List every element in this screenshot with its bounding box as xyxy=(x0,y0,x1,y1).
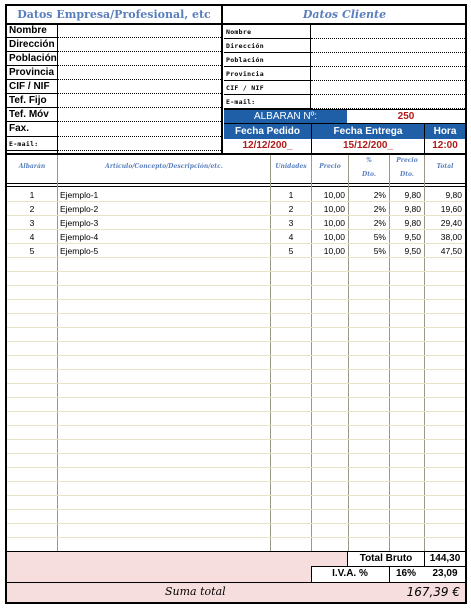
fecha-entrega-header: Fecha Entrega xyxy=(312,124,424,139)
cell-albaran[interactable]: 4 xyxy=(29,232,35,242)
cell-total[interactable]: 38,00 xyxy=(440,232,462,242)
suma-total-label: Suma total xyxy=(165,585,226,598)
cell-unidades[interactable]: 1 xyxy=(288,190,294,200)
empresa-field-label: Tef. Fijo xyxy=(9,95,47,106)
cell-articulo[interactable]: Ejemplo-1 xyxy=(60,190,99,200)
cell-articulo[interactable]: Ejemplo-3 xyxy=(60,218,99,228)
cell-precio-dto[interactable]: 9,50 xyxy=(404,232,421,242)
cell-unidades[interactable]: 3 xyxy=(288,218,294,228)
empresa-field-label: CIF / NIF xyxy=(9,81,50,92)
empresa-field-label: Población xyxy=(9,53,57,64)
cell-dto[interactable]: 2% xyxy=(373,204,386,214)
hora-value[interactable]: 12:00 xyxy=(432,140,458,151)
cell-total[interactable]: 47,50 xyxy=(440,246,462,256)
cell-unidades[interactable]: 2 xyxy=(288,204,294,214)
fecha-pedido-header: Fecha Pedido xyxy=(224,124,311,139)
empresa-field-input[interactable] xyxy=(58,66,221,80)
cell-total[interactable]: 9,80 xyxy=(445,190,462,200)
cell-articulo[interactable]: Ejemplo-5 xyxy=(60,246,99,256)
cell-precio[interactable]: 10,00 xyxy=(323,190,345,200)
empresa-field-input[interactable] xyxy=(58,80,221,94)
col-precio-dto-1: Precio xyxy=(396,157,418,164)
hora-header: Hora xyxy=(425,124,465,139)
empresa-field-label: Fax. xyxy=(9,123,30,134)
col-albaran: Albarán xyxy=(18,163,46,170)
iva-value: 23,09 xyxy=(432,568,458,579)
suma-total-value: 167,39 € xyxy=(406,585,460,599)
empresa-field-input[interactable] xyxy=(58,137,221,151)
cell-precio[interactable]: 10,00 xyxy=(323,204,345,214)
cliente-field-label: Provincia xyxy=(226,70,264,78)
cell-precio[interactable]: 10,00 xyxy=(323,218,345,228)
empresa-field-input[interactable] xyxy=(58,38,221,52)
empresa-field-input[interactable] xyxy=(58,52,221,66)
total-bruto-label: Total Bruto xyxy=(359,553,413,564)
cell-albaran[interactable]: 3 xyxy=(29,218,35,228)
cell-articulo[interactable]: Ejemplo-2 xyxy=(60,204,99,214)
cell-albaran[interactable]: 1 xyxy=(29,190,35,200)
cell-precio-dto[interactable]: 9,80 xyxy=(404,218,421,228)
cell-dto[interactable]: 2% xyxy=(373,218,386,228)
iva-pct[interactable]: 16% xyxy=(395,568,416,579)
fecha-entrega-value[interactable]: 15/12/200_ xyxy=(342,140,394,151)
empresa-field-input[interactable] xyxy=(58,122,221,137)
empresa-field-label: Nombre xyxy=(9,25,47,36)
cell-dto[interactable]: 2% xyxy=(373,190,386,200)
cliente-field-label: E-mail: xyxy=(226,98,256,106)
cell-precio-dto[interactable]: 9,50 xyxy=(404,246,421,256)
cell-precio-dto[interactable]: 9,80 xyxy=(404,190,421,200)
empresa-title: Datos Empresa/Profesional, etc xyxy=(17,8,211,21)
cell-albaran[interactable]: 5 xyxy=(29,246,35,256)
col-articulo: Artículo/Concepto/Descripción/etc. xyxy=(105,163,223,170)
cliente-field-label: Población xyxy=(226,56,264,64)
cliente-field-label: CIF / NIF xyxy=(226,84,264,92)
albaran-number[interactable]: 250 xyxy=(397,111,415,122)
fecha-pedido-value[interactable]: 12/12/200_ xyxy=(242,140,293,151)
cell-precio[interactable]: 10,00 xyxy=(323,246,345,256)
cell-dto[interactable]: 5% xyxy=(373,232,386,242)
cell-unidades[interactable]: 5 xyxy=(288,246,294,256)
cell-albaran[interactable]: 2 xyxy=(29,204,35,214)
cliente-field-input[interactable] xyxy=(311,67,465,81)
cell-total[interactable]: 19,60 xyxy=(440,204,462,214)
cliente-field-input[interactable] xyxy=(311,39,465,53)
cliente-field-label: Dirección xyxy=(226,42,264,50)
empresa-field-label: Provincia xyxy=(9,67,55,78)
cliente-field-input[interactable] xyxy=(311,81,465,95)
empresa-field-input[interactable] xyxy=(58,24,221,38)
col-dto-pct-1: % xyxy=(366,157,372,164)
cliente-field-label: Nombre xyxy=(226,28,252,36)
col-precio-dto-2: Dto. xyxy=(400,171,414,178)
col-dto-pct-2: Dto. xyxy=(362,171,376,178)
iva-label: I.V.A. % xyxy=(332,568,368,579)
col-unidades: Unidades xyxy=(275,163,307,170)
cell-unidades[interactable]: 4 xyxy=(288,232,294,242)
empresa-field-label: Dirección xyxy=(9,39,55,50)
cliente-field-input[interactable] xyxy=(311,95,465,109)
empresa-field-input[interactable] xyxy=(58,94,221,108)
empresa-field-input[interactable] xyxy=(58,108,221,122)
col-total: Total xyxy=(436,163,454,170)
total-bruto-value: 144,30 xyxy=(429,553,461,564)
cliente-field-input[interactable] xyxy=(311,53,465,67)
cliente-field-input[interactable] xyxy=(311,25,465,39)
empresa-field-label: E-mail: xyxy=(9,140,39,148)
cliente-title: Datos Cliente xyxy=(302,8,387,21)
cell-dto[interactable]: 5% xyxy=(373,246,386,256)
cell-articulo[interactable]: Ejemplo-4 xyxy=(60,232,99,242)
cell-precio-dto[interactable]: 9,80 xyxy=(404,204,421,214)
cell-total[interactable]: 29,40 xyxy=(440,218,462,228)
cell-precio[interactable]: 10,00 xyxy=(323,232,345,242)
empresa-field-label: Tef. Móv xyxy=(9,109,49,120)
albaran-label: ALBARAN Nº: xyxy=(224,110,347,123)
col-precio: Precio xyxy=(319,163,341,170)
